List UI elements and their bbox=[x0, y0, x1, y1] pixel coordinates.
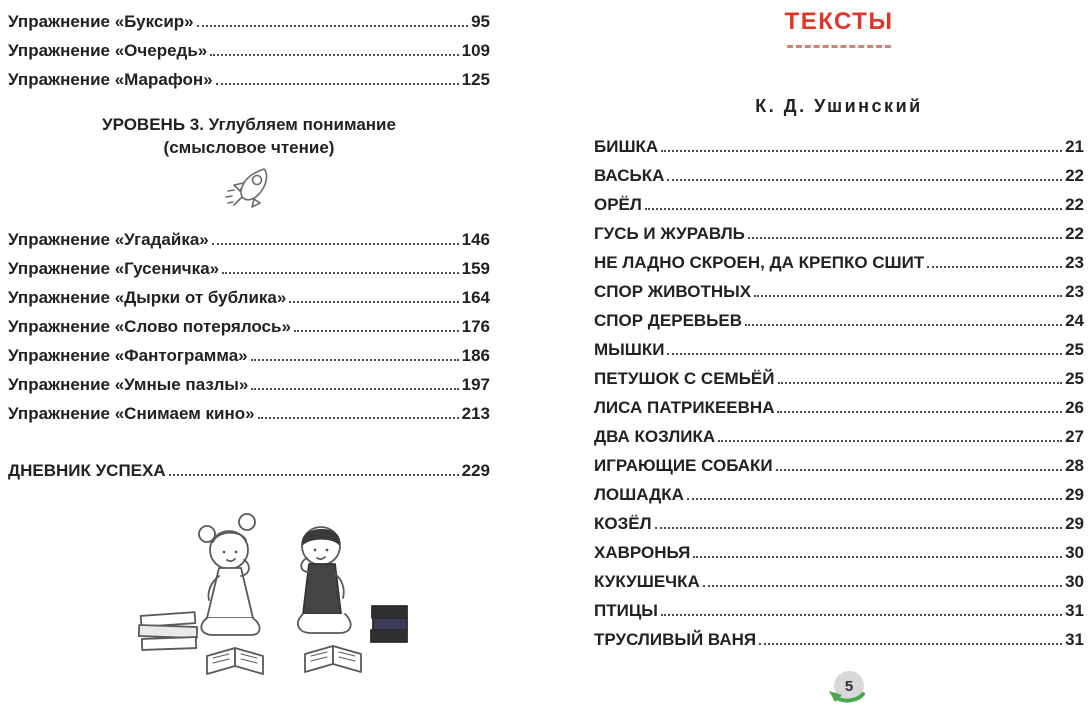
entry-label: КОЗЁЛ bbox=[594, 514, 652, 533]
dot-leader bbox=[661, 150, 1062, 152]
toc-entry bbox=[8, 35, 490, 64]
entry-page: 95 bbox=[471, 12, 490, 31]
toc-entry bbox=[8, 6, 490, 35]
right-page bbox=[594, 4, 1084, 653]
entry-page: 29 bbox=[1065, 485, 1084, 504]
entry-page: 176 bbox=[461, 317, 490, 336]
entry-page: 30 bbox=[1065, 572, 1084, 591]
author-heading: К. Д. Ушинский bbox=[755, 96, 923, 116]
entry-page: 164 bbox=[461, 288, 490, 307]
entry-page: 197 bbox=[461, 375, 490, 394]
dot-leader bbox=[778, 382, 1063, 384]
dot-leader bbox=[169, 474, 459, 476]
entry-page: 28 bbox=[1065, 456, 1084, 475]
entry-label: ДВА КОЗЛИКА bbox=[594, 427, 716, 446]
dot-leader bbox=[251, 359, 459, 361]
toc-entry bbox=[8, 64, 490, 93]
entry-label: ПТИЦЫ bbox=[594, 601, 658, 620]
dot-leader bbox=[718, 440, 1062, 442]
toc-entry bbox=[8, 398, 490, 427]
dot-leader bbox=[222, 272, 459, 274]
entry-label: НЕ ЛАДНО СКРОЕН, ДА КРЕПКО СШИТ bbox=[594, 253, 925, 272]
entry-label: ДНЕВНИК УСПЕХА bbox=[8, 461, 166, 480]
section-title: ТЕКСТЫ bbox=[784, 8, 894, 35]
entry-page: 26 bbox=[1065, 398, 1084, 417]
entry-label: Упражнение «Очередь» bbox=[8, 41, 208, 60]
entry-page: 21 bbox=[1065, 137, 1084, 156]
entry-label: ТРУСЛИВЫЙ ВАНЯ bbox=[594, 630, 757, 649]
dot-leader bbox=[212, 243, 459, 245]
entry-label: Упражнение «Слово потерялось» bbox=[8, 317, 291, 336]
dot-leader bbox=[745, 324, 1062, 326]
entry-page: 229 bbox=[461, 461, 490, 480]
entry-label: КУКУШЕЧКА bbox=[594, 572, 700, 591]
level3-heading-line1: УРОВЕНЬ 3. Углубляем понимание bbox=[102, 115, 396, 134]
entry-page: 31 bbox=[1065, 601, 1084, 620]
entry-label: СПОР ЖИВОТНЫХ bbox=[594, 282, 752, 301]
dot-leader bbox=[777, 411, 1062, 413]
dot-leader bbox=[687, 498, 1062, 500]
toc-entry bbox=[594, 363, 1084, 392]
toc-entry bbox=[594, 479, 1084, 508]
entry-label: ГУСЬ И ЖУРАВЛЬ bbox=[594, 224, 745, 243]
page-number-badge bbox=[822, 666, 876, 712]
entry-label: ИГРАЮЩИЕ СОБАКИ bbox=[594, 456, 773, 475]
diary-entry bbox=[8, 455, 490, 484]
entry-page: 27 bbox=[1065, 427, 1084, 446]
entry-label: ПЕТУШОК С СЕМЬЁЙ bbox=[594, 369, 775, 388]
toc-entry bbox=[594, 624, 1084, 653]
dot-leader bbox=[197, 25, 468, 27]
entry-label: ЛОШАДКА bbox=[594, 485, 684, 504]
toc-entry bbox=[594, 131, 1084, 160]
children-reading-illustration bbox=[89, 498, 409, 688]
entry-page: 22 bbox=[1065, 224, 1084, 243]
toc-entry bbox=[594, 305, 1084, 334]
entry-label: Упражнение «Снимаем кино» bbox=[8, 404, 255, 423]
toc-entry bbox=[594, 508, 1084, 537]
children-illustration-wrap bbox=[8, 498, 490, 693]
dot-leader bbox=[776, 469, 1062, 471]
dot-leader bbox=[693, 556, 1062, 558]
title-dashed-underline bbox=[787, 45, 891, 48]
toc-entry bbox=[594, 392, 1084, 421]
dot-leader bbox=[667, 179, 1062, 181]
dot-leader bbox=[927, 266, 1062, 268]
toc-list-level3 bbox=[8, 224, 490, 427]
dot-leader bbox=[289, 301, 458, 303]
entry-label: ХАВРОНЬЯ bbox=[594, 543, 691, 562]
entry-label: МЫШКИ bbox=[594, 340, 665, 359]
entry-page: 146 bbox=[461, 230, 490, 249]
entry-page: 31 bbox=[1065, 630, 1084, 649]
toc-entry bbox=[8, 340, 490, 369]
toc-entry bbox=[594, 595, 1084, 624]
entry-page: 25 bbox=[1065, 369, 1084, 388]
entry-page: 30 bbox=[1065, 543, 1084, 562]
dot-leader bbox=[759, 643, 1062, 645]
dot-leader bbox=[661, 614, 1062, 616]
toc-entry bbox=[8, 282, 490, 311]
entry-label: ВАСЬКА bbox=[594, 166, 665, 185]
entry-page: 159 bbox=[461, 259, 490, 278]
dot-leader bbox=[748, 237, 1062, 239]
entry-page: 29 bbox=[1065, 514, 1084, 533]
toc-entry bbox=[594, 334, 1084, 363]
toc-entry bbox=[8, 369, 490, 398]
left-page bbox=[8, 6, 490, 693]
entry-page: 24 bbox=[1065, 311, 1084, 330]
entry-page: 23 bbox=[1065, 253, 1084, 272]
dot-leader bbox=[667, 353, 1062, 355]
entry-label: ЛИСА ПАТРИКЕЕВНА bbox=[594, 398, 775, 417]
toc-entry bbox=[594, 247, 1084, 276]
toc-entry bbox=[594, 218, 1084, 247]
entry-page: 186 bbox=[461, 346, 490, 365]
entry-label: Упражнение «Угадайка» bbox=[8, 230, 209, 249]
toc-entry bbox=[8, 224, 490, 253]
toc-list-top bbox=[8, 6, 490, 93]
entry-page: 109 bbox=[461, 41, 490, 60]
entry-label: Упражнение «Умные пазлы» bbox=[8, 375, 249, 394]
entry-label: Упражнение «Буксир» bbox=[8, 12, 194, 31]
toc-entry bbox=[8, 311, 490, 340]
entry-label: Упражнение «Дырки от бублика» bbox=[8, 288, 287, 307]
level3-heading-line2: (смысловое чтение) bbox=[163, 138, 335, 157]
entry-label: Упражнение «Марафон» bbox=[8, 70, 213, 89]
toc-entry bbox=[8, 253, 490, 282]
entry-label: СПОР ДЕРЕВЬЕВ bbox=[594, 311, 743, 330]
toc-entry bbox=[594, 450, 1084, 479]
dot-leader bbox=[754, 295, 1062, 297]
dot-leader bbox=[216, 83, 459, 85]
entry-page: 23 bbox=[1065, 282, 1084, 301]
toc-entry bbox=[594, 276, 1084, 305]
dot-leader bbox=[210, 54, 458, 56]
rocket-illustration-wrap bbox=[8, 163, 490, 218]
entry-label: Упражнение «Гусеничка» bbox=[8, 259, 220, 278]
entry-page: 22 bbox=[1065, 195, 1084, 214]
entry-label: БИШКА bbox=[594, 137, 659, 156]
toc-entry bbox=[594, 537, 1084, 566]
toc-entry bbox=[594, 421, 1084, 450]
toc-entry bbox=[594, 160, 1084, 189]
entry-page: 213 bbox=[461, 404, 490, 423]
entry-page: 22 bbox=[1065, 166, 1084, 185]
toc-entry bbox=[594, 189, 1084, 218]
dot-leader bbox=[703, 585, 1062, 587]
toc-list-texts bbox=[594, 131, 1084, 653]
dot-leader bbox=[645, 208, 1062, 210]
entry-page: 125 bbox=[461, 70, 490, 89]
toc-entry bbox=[594, 566, 1084, 595]
rocket-icon bbox=[218, 163, 280, 213]
dot-leader bbox=[258, 417, 459, 419]
dot-leader bbox=[655, 527, 1063, 529]
entry-label: Упражнение «Фантограмма» bbox=[8, 346, 248, 365]
dot-leader bbox=[251, 388, 458, 390]
entry-page: 25 bbox=[1065, 340, 1084, 359]
level3-heading bbox=[8, 113, 490, 159]
entry-label: ОРЁЛ bbox=[594, 195, 642, 214]
dot-leader bbox=[294, 330, 459, 332]
page-number: 5 bbox=[844, 678, 854, 695]
